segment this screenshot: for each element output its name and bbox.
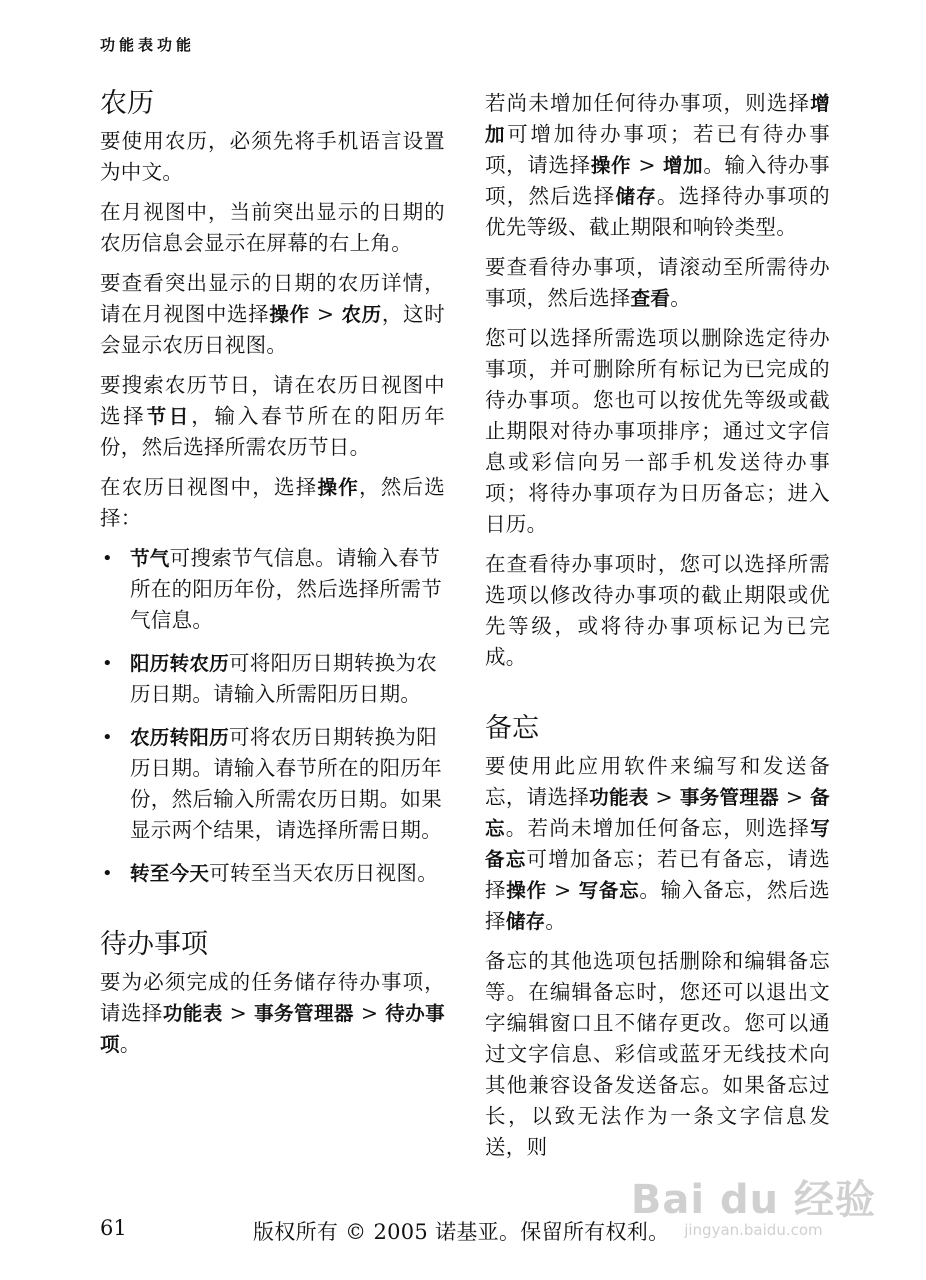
list-item: • 阳历转农历可将阳历日期转换为农历日期。请输入所需阳历日期。: [100, 648, 445, 710]
section-title-todo: 待办事项: [100, 929, 208, 960]
paragraph: 在月视图中，当前突出显示的日期的农历信息会显示在屏幕的右上角。: [100, 200, 445, 255]
paragraph: 要使用此应用软件来编写和发送备忘，请选择功能表 > 事务管理器 > 备忘。若尚未增加任何备忘，则选择写备忘可增加备忘；若已有备忘，请选择操作 > 写备忘。输入备忘，然后选择储存。: [485, 754, 830, 933]
paragraph: 要查看突出显示的日期的农历详情，请在月视图中选择操作 > 农历，这时会显示农历日视图。: [100, 271, 445, 357]
options-list: [100, 543, 445, 889]
bullet-icon: •: [102, 863, 113, 884]
bullet-icon: •: [102, 548, 113, 569]
paragraph: 在查看待办事项时，您可以选择所需选项以修改待办事项的截止期限或优先等级，或将待办事项标记为已完成。: [485, 552, 830, 669]
list-item: • 农历转阳历可将农历日期转换为阳历日期。请输入春节所在的阳历年份，然后输入所需农历日期。如果显示两个结果，请选择所需日期。: [100, 722, 445, 846]
page-number: 61: [100, 1216, 127, 1240]
copyright-notice: 版权所有 © 2005 诺基亚。保留所有权利。: [253, 1220, 670, 1244]
list-item: • 节气可搜索节气信息。请输入春节所在的阳历年份，然后选择所需节气信息。: [100, 543, 445, 636]
paragraph: 在农历日视图中，选择操作，然后选择：: [100, 475, 446, 530]
paragraph: 您可以选择所需选项以删除选定待办事项，并可删除所有标记为已完成的待办事项。您也可以按优先等级或截止期限对待办事项排序；通过文字信息或彩信向另一部手机发送待办事项；将待办事项存为日历备忘；进入日历。: [485, 326, 830, 536]
bullet-icon: •: [102, 653, 113, 674]
section-title-notes: 备忘: [485, 713, 539, 744]
paragraph: 要搜索农历节日，请在农历日视图中选择节日，输入春节所在的阳历年份，然后选择所需农历节日。: [100, 373, 445, 459]
left-column: [100, 88, 445, 1069]
section-title-lunar: 农历: [100, 88, 154, 119]
bullet-icon: •: [102, 727, 113, 748]
paragraph: 要使用农历，必须先将手机语言设置为中文。: [100, 129, 445, 184]
right-column: [485, 88, 830, 1172]
paragraph: 要为必须完成的任务储存待办事项，请选择功能表 > 事务管理器 > 待办事项。: [100, 970, 445, 1056]
paragraph: 备忘的其他选项包括删除和编辑备忘等。在编辑备忘时，您还可以退出文字编辑窗口且不储存更改。您可以通过文字信息、彩信或蓝牙无线技术向其他兼容设备发送备忘。如果备忘过长，以致无法作为一条文字信息发送，则: [485, 949, 830, 1159]
paragraph: 要查看待办事项，请滚动至所需待办事项，然后选择查看。: [485, 255, 830, 310]
watermark-logo: Bai du 经验: [630, 1177, 876, 1223]
watermark-url: jingyan.baidu.com: [684, 1221, 823, 1239]
paragraph: 若尚未增加任何待办事项，则选择增加可增加待办事项；若已有待办事项，请选择操作 > 增加。输入待办事项，然后选择储存。选择待办事项的优先等级、截止期限和响铃类型。: [485, 91, 830, 239]
watermark: [631, 1168, 876, 1239]
running-header: 功能表功能: [100, 36, 196, 54]
list-item: • 转至今天可转至当天农历日视图。: [100, 858, 445, 889]
